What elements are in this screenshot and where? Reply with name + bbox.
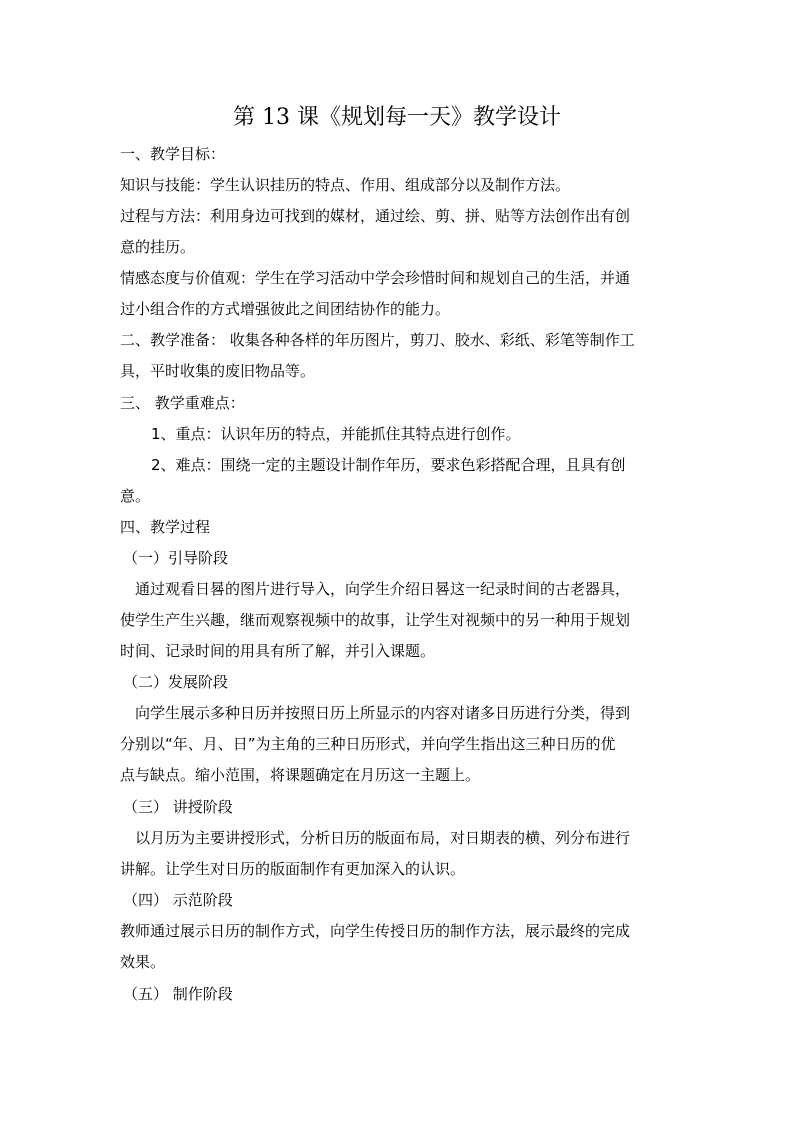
subsection-heading-demonstration: （四） 示范阶段 <box>123 891 233 909</box>
list-item-key-point: 1、重点：认识年历的特点，并能抓住其特点进行创作。 <box>151 425 521 443</box>
section-heading-key-points: 三、 教学重难点： <box>120 394 245 412</box>
section-heading-preparation: 二、教学准备： 收集各种各样的年历图片，剪刀、胶水、彩纸、彩笔等制作工 <box>120 331 635 349</box>
section-heading-process: 四、教学过程 <box>120 518 211 536</box>
subsection-heading-teaching: （三） 讲授阶段 <box>123 798 233 816</box>
paragraph-line: 分别以“年、月、日”为主角的三种日历形式，并向学生指出这三种日历的优 <box>120 735 616 753</box>
paragraph-line: 效果。 <box>120 953 166 971</box>
paragraph-line: 通过观看日晷的图片进行导入，向学生介绍日晷这一纪录时间的古老器具， <box>135 580 631 598</box>
paragraph-line: 知识与技能：学生认识挂历的特点、作用、组成部分以及制作方法。 <box>120 176 571 194</box>
document-title: 第 13 课《规划每一天》教学设计 <box>233 105 561 130</box>
subsection-heading-development: （二）发展阶段 <box>123 673 229 691</box>
paragraph-line: 讲解。让学生对日历的版面制作有更加深入的认识。 <box>120 860 466 878</box>
paragraph-line: 过小组合作的方式增强彼此之间团结协作的能力。 <box>120 300 451 318</box>
list-item-difficulty: 2、难点：围绕一定的主题设计制作年历，要求色彩搭配合理，且具有创 <box>151 456 626 474</box>
paragraph-line: 时间、记录时间的用具有所了解，并引入课题。 <box>120 642 436 660</box>
paragraph-line: 情感态度与价值观：学生在学习活动中学会珍惜时间和规划自己的生活，并通 <box>120 269 631 287</box>
subsection-heading-production: （五） 制作阶段 <box>123 985 233 1003</box>
paragraph-line: 向学生展示多种日历并按照日历上所显示的内容对诸多日历进行分类，得到 <box>135 704 631 722</box>
paragraph-line: 意。 <box>120 487 151 505</box>
section-heading-objectives: 一、教学目标： <box>120 145 226 163</box>
paragraph-line: 使学生产生兴趣，继而观察视频中的故事，让学生对视频中的另一种用于规划 <box>120 611 631 629</box>
paragraph-line: 具，平时收集的废旧物品等。 <box>120 362 316 380</box>
subsection-heading-intro: （一）引导阶段 <box>123 549 229 567</box>
paragraph-line: 过程与方法：利用身边可找到的媒材，通过绘、剪、拼、贴等方法创作出有创 <box>120 207 631 225</box>
paragraph-line: 以月历为主要讲授形式，分析日历的版面布局，对日期表的横、列分布进行 <box>135 829 631 847</box>
paragraph-line: 教师通过展示日历的制作方式，向学生传授日历的制作方法，展示最终的完成 <box>120 922 631 940</box>
paragraph-line: 意的挂历。 <box>120 238 196 256</box>
paragraph-line: 点与缺点。缩小范围，将课题确定在月历这一主题上。 <box>120 766 481 784</box>
